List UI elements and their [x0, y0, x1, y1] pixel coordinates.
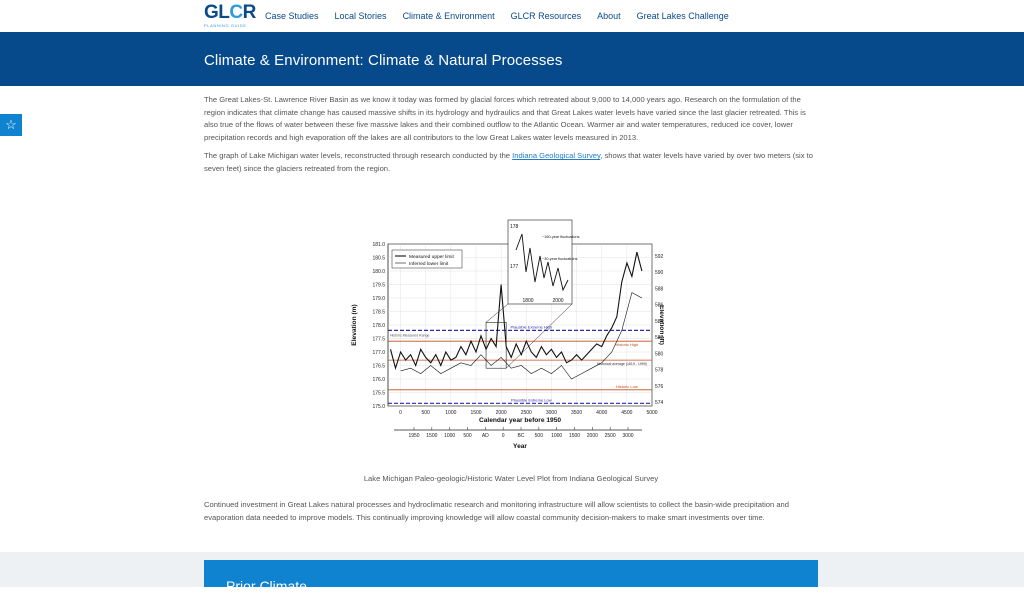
inset-connector: [506, 304, 572, 368]
year-axis-tick-label: 0: [501, 433, 505, 439]
y-tick-label: 181.0: [372, 242, 385, 248]
page-banner: [0, 32, 1024, 86]
extreme-low-label: Plausible Extreme Low: [510, 397, 552, 403]
figure-caption: Lake Michigan Paleo-geologic/Historic Water Level Plot from Indiana Geological Survey: [363, 474, 659, 483]
y-right-tick-label: 576: [655, 383, 664, 390]
year-axis-tick-label: AD: [481, 433, 489, 439]
inset-connector: [486, 304, 508, 322]
year-axis-tick-label: 500: [534, 433, 544, 439]
star-icon: ☆: [5, 117, 17, 132]
inset-y-tick: 177: [510, 264, 519, 270]
year-axis-tick-label: 1950: [408, 433, 420, 439]
year-axis-title: Year: [513, 443, 527, 450]
inset-x-tick: 1800: [522, 298, 534, 304]
paragraph-3: Continued investment in Great Lakes natural processes and hydroclimatic research and monitoring infrastructure will allow scientists to collect the basin-wide precipitation and evaporation data needed to improve models. This continually improving knowledge will allow coastal community decision-makers to make smart investments over time.: [204, 500, 790, 522]
year-axis-tick-label: 1000: [444, 433, 456, 439]
prior-climate-title: Prior Climate: [226, 578, 307, 594]
x-tick-label: 2000: [495, 410, 507, 416]
nav-links: [265, 10, 745, 22]
y-tick-label: 175.0: [372, 404, 385, 410]
y-tick-label: 180.5: [372, 255, 385, 262]
inset-x-tick: 2000: [552, 298, 564, 304]
year-axis-tick-label: 500: [463, 433, 472, 439]
y-tick-label: 176.0: [372, 377, 385, 383]
historic-range-label: Historic Measured Range: [390, 333, 430, 338]
year-axis-tick-label: 3000: [622, 433, 634, 439]
y-tick-label: 179.0: [372, 296, 385, 302]
favorite-button[interactable]: [0, 114, 22, 136]
y-right-tick-label: 592: [655, 254, 664, 260]
year-axis-tick-label: BC: [517, 433, 525, 439]
nav-local-stories[interactable]: Local Stories: [334, 11, 387, 21]
y-right-tick-label: 584: [655, 318, 664, 325]
paragraph-1: The Great Lakes-St. Lawrence River Basin as we know it today was formed by glacial forces which retreated about 9,000 to 14,000 years ago. Research on the formulation of the region indicates that climate change has caused massive shifts in its hydrology and hydraulics and that Great Lakes water levels have varied since the last glacier retreated. This is also true of the flows of water between these five massive lakes and their combined outflow to the Atlantic Ocean. Warmer air and water temperatures, reduced ice cover, lower precipitation records and high evaporation off the lakes are all contributors to the low Great Lakes water levels measured in 2013.: [204, 95, 806, 142]
historic-average-label: Historical average (1819 - 1999): [596, 362, 647, 367]
y-right-axis-title: Elevation (ft): [658, 305, 664, 345]
inset-label-160yr: ~160-year fluctuations: [542, 235, 580, 239]
inset-frame: [508, 220, 572, 304]
year-axis-tick-label: 2000: [586, 433, 598, 439]
x-tick-label: 1000: [445, 410, 457, 416]
x-tick-label: 3500: [571, 410, 583, 416]
inset-y-tick: 178: [510, 224, 519, 230]
y-tick-label: 177.5: [372, 336, 385, 343]
x-tick-label: 2500: [520, 410, 532, 416]
glcr-logo[interactable]: GLCR PLANNING GUIDE: [204, 2, 256, 28]
water-level-figure: [340, 218, 664, 462]
article-body: [204, 94, 818, 182]
legend-label-lower: Inferred lower limit: [409, 262, 449, 267]
nav-great-lakes-challenge[interactable]: Great Lakes Challenge: [636, 11, 729, 21]
legend-label-upper: Measured upper limit: [409, 255, 454, 260]
y-tick-label: 179.5: [372, 282, 385, 289]
nav-glcr-resources[interactable]: GLCR Resources: [510, 11, 582, 21]
y-right-tick-label: 580: [655, 351, 664, 358]
x-tick-label: 0: [399, 410, 402, 416]
year-axis-tick-label: 1500: [568, 433, 581, 439]
y-right-tick-label: 578: [655, 367, 664, 374]
year-axis-tick-label: 1000: [551, 433, 563, 439]
x-tick-label: 3000: [545, 410, 557, 416]
extreme-high-label: Plausible Extreme High: [510, 324, 553, 330]
y-axis-title: Elevation (m): [351, 304, 358, 346]
x-tick-label: 5000: [646, 410, 658, 416]
water-level-chart: [340, 218, 664, 462]
y-tick-label: 178.5: [372, 309, 385, 316]
y-tick-label: 177.0: [372, 350, 385, 356]
indiana-geological-survey-link[interactable]: Indiana Geological Survey: [512, 151, 601, 161]
y-tick-label: 176.5: [372, 363, 385, 370]
page-title: Climate & Environment: Climate & Natural Processes: [204, 52, 563, 69]
y-tick-label: 180.0: [372, 269, 385, 275]
inset-label-30yr: ~30-year fluctuations: [542, 257, 578, 261]
y-right-tick-label: 574: [655, 400, 664, 406]
nav-about[interactable]: About: [597, 11, 621, 21]
year-axis-tick-label: 2500: [604, 433, 616, 439]
historic-low-label: Historic Low: [615, 383, 638, 389]
x-axis-title: Calendar year before 1950: [478, 417, 562, 424]
year-axis-tick-label: 1500: [426, 433, 438, 439]
x-tick-label: 500: [421, 410, 430, 416]
x-tick-label: 4000: [596, 410, 608, 416]
x-tick-label: 4500: [621, 410, 633, 416]
nav-climate-environment[interactable]: Climate & Environment: [402, 11, 495, 21]
nav-case-studies[interactable]: Case Studies: [265, 11, 319, 21]
historic-high-label: Historic High: [615, 342, 639, 348]
paragraph-2: The graph of Lake Michigan water levels, reconstructed through research conducted by the Indiana Geological Survey, shows that water levels have varied by over two meters (six to seven feet) since the glaciers retreated from the region.: [204, 151, 813, 173]
y-tick-label: 178.0: [372, 323, 385, 329]
y-right-tick-label: 582: [655, 335, 664, 342]
top-navigation: [0, 0, 1024, 32]
y-right-tick-label: 588: [655, 286, 664, 293]
y-right-tick-label: 590: [655, 270, 664, 277]
prior-climate-section[interactable]: [204, 560, 818, 594]
y-tick-label: 175.5: [372, 390, 385, 397]
y-right-tick-label: 586: [655, 302, 664, 309]
x-tick-label: 1500: [470, 410, 482, 416]
